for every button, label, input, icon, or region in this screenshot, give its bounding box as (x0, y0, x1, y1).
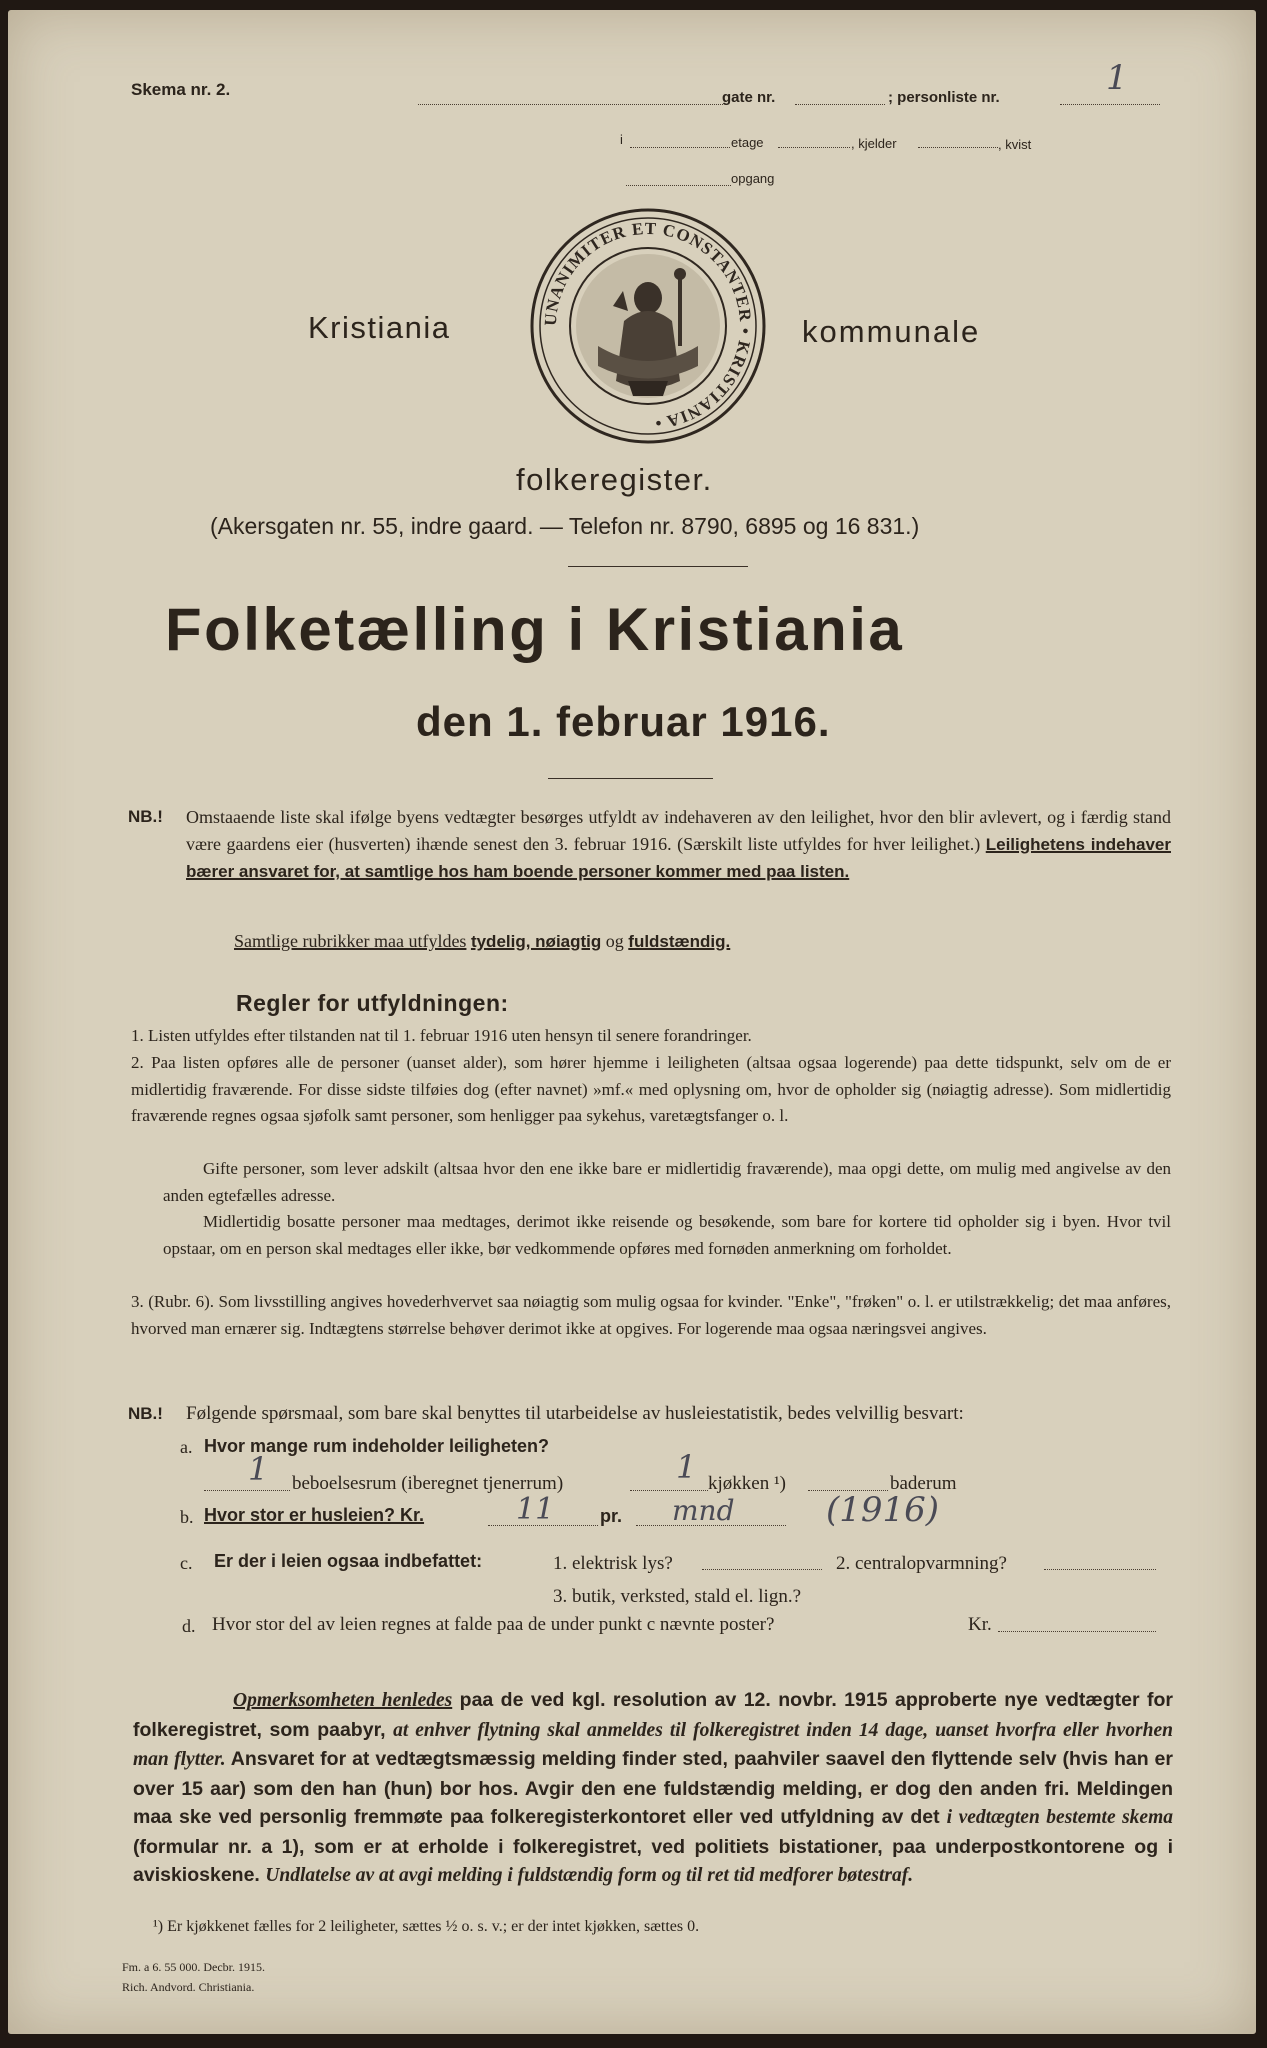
footnote: ¹) Er kjøkkenet fælles for 2 leiligheter, sættes ½ o. s. v.; er der intet kjøkken, sættes 0. (153, 1918, 700, 1935)
baderum-label: baderum (890, 1473, 957, 1494)
nb1-label: NB.! (128, 807, 163, 826)
notice-italic1: at enhver flytning skal anmeldes til folkeregistret inden 14 dage, uanset hvorfra eller hvorhen man flytter. (133, 1719, 1173, 1770)
q-b-text: Hvor stor er husleien? Kr. (204, 1505, 425, 1525)
included-shop: 3. butik, verksted, stald el. lign.? (553, 1586, 802, 1607)
folkeregister-word: folkeregister. (516, 462, 713, 497)
nb1-bold2: tydelig, nøiagtig (470, 932, 602, 951)
notice-italic3: Undlatelse av at avgi melding i fuldstændig form og til ret tid medforer bøtestraf. (265, 1865, 914, 1886)
i-label: i (620, 132, 623, 147)
notice-lead: Opmerksomheten henledes (233, 1690, 453, 1711)
rent-year-note: (1916) (826, 1490, 940, 1530)
kjelder-label: , kjelder (851, 136, 897, 151)
kvist-label: , kvist (998, 137, 1032, 152)
office-address: (Akersgaten nr. 55, indre gaard. — Telefon nr. 8790, 6895 og 16 831.) (210, 513, 920, 539)
printer-line-1: Fm. a 6. 55 000. Decbr. 1915. (122, 1960, 265, 1974)
included-electric-light: 1. elektrisk lys? (553, 1553, 673, 1574)
rule-2-gifte: Gifte personer, som lever adskilt (altsaa hvor den ene ikke bare er midlertidig fraværende), maa opgi dette, om mulig med angivelse av den anden egtefælles adresse. (163, 1159, 1171, 1205)
rooms-count-field[interactable] (204, 1489, 290, 1491)
rent-amount-value: 11 (516, 1492, 555, 1527)
seal-ring-text: UNANIMITER ET CONSTANTER • KRISTIANIA • (540, 218, 756, 433)
floor-extra-field[interactable] (778, 146, 850, 148)
opgang-field[interactable] (626, 184, 731, 186)
main-title: Folketælling i Kristiania (165, 596, 905, 663)
rule-2: 2. Paa listen opføres alle de personer (uanset alder), som hører hjemme i leiligheten (altsaa ogsaa logerende) paa dette tidspunkt, selv om de er midlertidig fraværende. For disse sidste tilføies dog (efter navnet) »mf.« med oplysning om, hvor de opholder sig (nøiagtig adresse). Som midlertidig fraværende regnes ogsaa sjøfolk samt personer, som henligger paa sykehus, varetægtsfanger o. l. (131, 1053, 1171, 1125)
q-a-text: Hvor mange rum indeholder leiligheten? (204, 1436, 550, 1456)
q-a-label: a. (180, 1437, 193, 1457)
notice-italic2: i vedtægten bestemte skema (946, 1807, 1173, 1828)
q-c-label: c. (180, 1553, 193, 1573)
etage-label: etage (731, 135, 764, 150)
kjokken-label: kjøkken ¹) (708, 1473, 786, 1494)
rule-2-bosatte: Midlertidig bosatte personer maa medtages, derimot ikke reisende og besøkende, som bare for kortere tid opholder sig i byen. Hvor tvil opstaar, om en person skal medtages eller ikke, bør vedkommende opføres med fornøden anmerkning om forholdet. (163, 1212, 1171, 1258)
included-central-heating: 2. centralopvarmning? (836, 1553, 1007, 1574)
kitchen-count-field[interactable] (630, 1489, 708, 1491)
opgang-label: opgang (731, 171, 775, 186)
q-d-amount-field[interactable] (998, 1630, 1156, 1632)
q-b-label: b. (180, 1507, 194, 1527)
personliste-value: 1 (1106, 58, 1128, 98)
notice-text2: Ansvaret for at vedtægtsmæssig melding finder sted, paahviler saavel den flyttende selv (hvis han er over 15 aar) som den han (hun) bor hos. Avgir den ene fuldstændig melding, er dog den anden fri. Meldingen maa ske ved personlig fremmøte paa folkeregisterkontoret eller ved utfyldning av det (133, 1748, 1173, 1828)
kjelder-field[interactable] (918, 146, 998, 148)
floor-field[interactable] (630, 146, 730, 148)
kitchen-count-value: 1 (676, 1448, 697, 1486)
electric-light-field[interactable] (702, 1568, 822, 1570)
personliste-field[interactable] (1060, 103, 1160, 105)
q-c-text: Er der i leien ogsaa indbefattet: (214, 1551, 483, 1571)
q-d-text: Hvor stor del av leien regnes at falde paa de under punkt c nævnte poster? (212, 1614, 775, 1635)
q-d-kr-label: Kr. (968, 1614, 992, 1635)
kristiania-city-seal (528, 206, 768, 446)
nb2-intro: Følgende spørsmaal, som bare skal benyttes til utarbeidelse av husleiestatistik, bedes velvillig besvart: (186, 1403, 964, 1424)
rules-heading: Regler for utfyldningen: (236, 990, 509, 1016)
rule-3: 3. (Rubr. 6). Som livsstilling angives hovederhvervet saa nøiagtig som mulig ogsaa for kvinder. "Enke", "frøken" o. l. er utilstrækkelig; det maa anføres, hvorved man ernærer sig. Indtægtens størrelse behøver derimot ikke at opgives. For logerende maa ogsaa næringsvei angives. (131, 1292, 1171, 1338)
personliste-label: ; personliste nr. (888, 89, 1000, 106)
rent-period-value: mnd (672, 1494, 735, 1527)
kristiania-word: Kristiania (308, 310, 451, 345)
skema-number: Skema nr. 2. (131, 80, 231, 99)
census-date: den 1. februar 1916. (416, 698, 831, 745)
nb2-label: NB.! (128, 1404, 163, 1423)
street-name-field[interactable] (418, 103, 723, 105)
rent-period-label: pr. (600, 1506, 623, 1526)
nb1-paragraph (186, 804, 1171, 885)
beboelsesrum-label: beboelsesrum (iberegnet tjenerrum) (292, 1473, 564, 1494)
date-divider (548, 778, 713, 779)
nb1-fill-instruction (234, 928, 730, 955)
nb1-text: Omstaaende liste skal ifølge byens vedtægter besørges utfyldt av indehaveren av den leilighet, hvor den blir avlevert, og i færdig stand være gaardens eier (husverten) ihænde senest den 3. februar 1916. (Særskilt liste utfyldes for hver leilighet.) (186, 807, 1171, 854)
census-form-page (8, 10, 1256, 2034)
printer-line-2: Rich. Andvord. Christiania. (122, 1980, 255, 1994)
rooms-count-value: 1 (248, 1450, 269, 1488)
title-divider (568, 566, 748, 567)
notice-text3: (formular nr. a 1), som er at erholde i folkeregistret, ved politiets bistationer, paa underpostkontorene og i aviskioskene. (133, 1835, 1173, 1886)
rule-1: 1. Listen utfyldes efter tilstanden nat til 1. februar 1916 uten hensyn til senere forandringer. (131, 1026, 752, 1045)
kommunale-word: kommunale (802, 314, 981, 349)
q-d-label: d. (182, 1616, 196, 1636)
nb1-text2: Samtlige rubrikker maa utfyldes (234, 931, 467, 951)
registration-notice (133, 1686, 1173, 1891)
nb1-text3: og (605, 931, 624, 951)
notice-text1: paa de ved kgl. resolution av 12. novbr. 1915 approberte nye vedtægter for folkeregistret, som paabyr, (133, 1689, 1173, 1741)
central-heating-field[interactable] (1044, 1568, 1156, 1570)
nb1-bold3: fuldstændig. (628, 932, 731, 951)
gate-label: gate nr. (722, 89, 776, 106)
gate-number-field[interactable] (795, 103, 885, 105)
nb1-responsibility: Leilighetens indehaver bærer ansvaret for, at samtlige hos ham boende personer kommer med paa listen. (186, 835, 1171, 881)
